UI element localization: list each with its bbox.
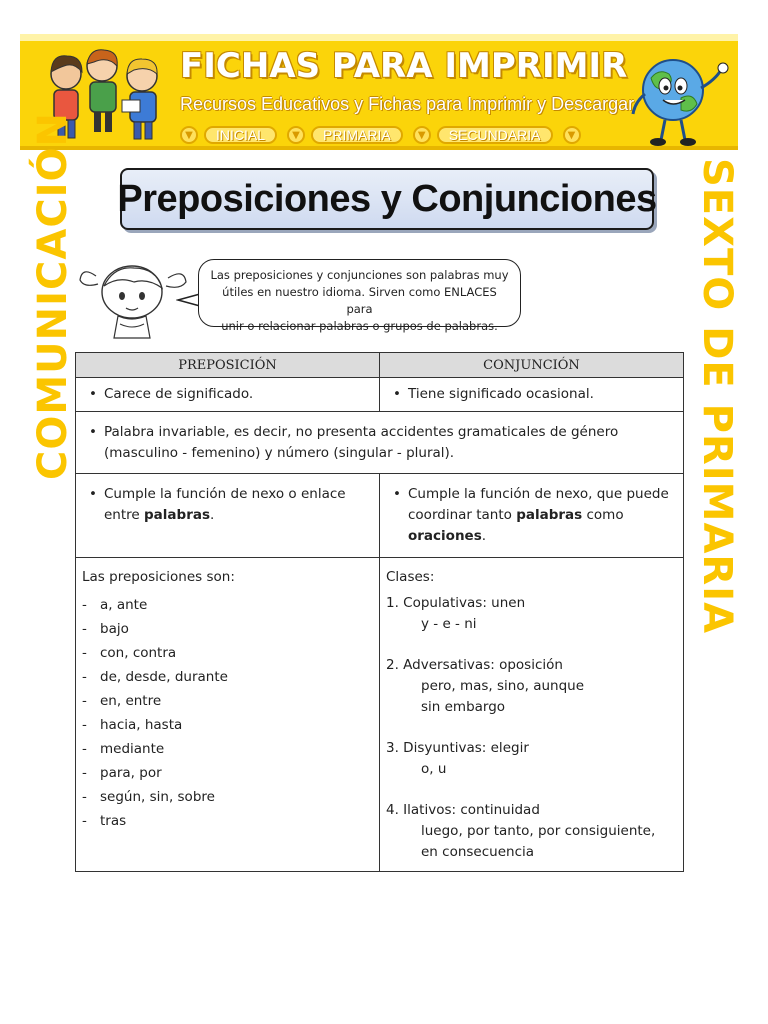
bullet: • [393,486,401,502]
arrow-down-icon: ▼ [180,126,198,144]
comparison-table [75,352,684,872]
page-title: Preposiciones y Conjunciones [117,177,657,220]
table-cell [76,474,380,558]
table-cell [76,378,380,412]
clase-item [386,593,675,635]
table-row [76,412,684,474]
clase-label: 2. Adversativas: oposición [386,657,563,673]
bold-term: palabras [144,507,210,523]
list-item: - mediante [82,741,165,757]
banner-title: FICHAS PARA IMPRIMIR [180,46,628,86]
cell-text: (masculino - femenino) y número (singular - plural). [104,445,455,461]
text-run: . [481,528,487,544]
arrow-down-icon: ▼ [563,126,581,144]
list-intro: Clases: [386,569,435,585]
bubble-line: unir o relacionar palabras o grupos de palabras. [221,319,498,333]
grade-label: SEXTO DE PRIMARIA [694,158,740,635]
title-box [117,168,657,230]
banner-stripe [20,146,738,150]
cell-text [408,484,669,547]
list-item: - para, por [82,765,162,781]
text-run: como [582,507,624,523]
text-run: entre [104,507,145,523]
arrow-down-icon: ▼ [287,126,305,144]
arrow-down-icon: ▼ [413,126,431,144]
list-item: - bajo [82,621,129,637]
clase-examples: y - e - ni [421,616,477,632]
list-item: - tras [82,813,127,829]
level-links [180,124,587,146]
list-item: - de, desde, durante [82,669,228,685]
level-inicial-link[interactable]: INICIAL [204,126,277,144]
column-header-preposicion: PREPOSICIÓN [76,353,380,378]
clase-examples: en consecuencia [421,844,535,860]
list-item: - según, sin, sobre [82,789,215,805]
clases-cell [380,558,684,872]
level-secundaria-link[interactable]: SECUNDARIA [437,126,553,144]
list-item: - a, ante [82,597,148,613]
text-run: Cumple la función de nexo, que puede [408,486,669,502]
cell-text: Carece de significado. [104,386,254,402]
preposiciones-cell [76,558,380,872]
bullet: • [89,486,97,502]
banner-subtitle: Recursos Educativos y Fichas para Imprimir y Descargar [180,94,635,114]
text-run: . [210,507,215,523]
clase-item [386,800,675,863]
girl-illustration [74,258,192,340]
table-cell [76,412,684,474]
table-header-row [76,353,684,378]
list-item: - con, contra [82,645,177,661]
clase-examples: sin embargo [421,699,506,715]
table-cell [380,474,684,558]
list-item: - en, entre [82,693,162,709]
clase-item [386,738,675,780]
clase-label: 4. Ilativos: continuidad [386,802,540,818]
clase-label: 1. Copulativas: unen [386,595,526,611]
speech-bubble [198,259,521,333]
table-row [76,378,684,412]
bullet: • [89,424,97,440]
banner-stripe [20,34,738,41]
bold-term: palabras [516,507,583,523]
table-cell [380,378,684,412]
cell-text: Palabra invariable, es decir, no presenta accidentes gramaticales de género [104,424,619,440]
text-run: coordinar tanto [408,507,517,523]
text-run: Cumple la función de nexo o enlace [104,486,346,502]
cell-text [104,484,346,526]
column-header-conjuncion: CONJUNCIÓN [380,353,684,378]
bubble-line: Las preposiciones y conjunciones son palabras muy [210,268,509,282]
globe-mascot-illustration [625,48,735,148]
clase-examples: pero, mas, sino, aunque [421,678,585,694]
list-intro: Las preposiciones son: [82,569,235,585]
table-row [76,474,684,558]
bubble-line: útiles en nuestro idioma. Sirven como ENLACES para [222,285,497,316]
header-banner [20,34,738,150]
clase-examples: o, u [421,761,447,777]
subject-label: COMUNICACIÓN [30,111,76,480]
clase-examples: luego, por tanto, por consiguiente, [421,823,656,839]
bullet: • [89,386,97,402]
clase-label: 3. Disyuntivas: elegir [386,740,529,756]
cell-text: Tiene significado ocasional. [408,386,594,402]
list-item: - hacia, hasta [82,717,183,733]
bullet: • [393,386,401,402]
table-row [76,558,684,872]
bold-term: oraciones [408,528,482,544]
preposiciones-list [82,593,371,833]
clase-item [386,655,675,718]
level-primaria-link[interactable]: PRIMARIA [311,126,403,144]
